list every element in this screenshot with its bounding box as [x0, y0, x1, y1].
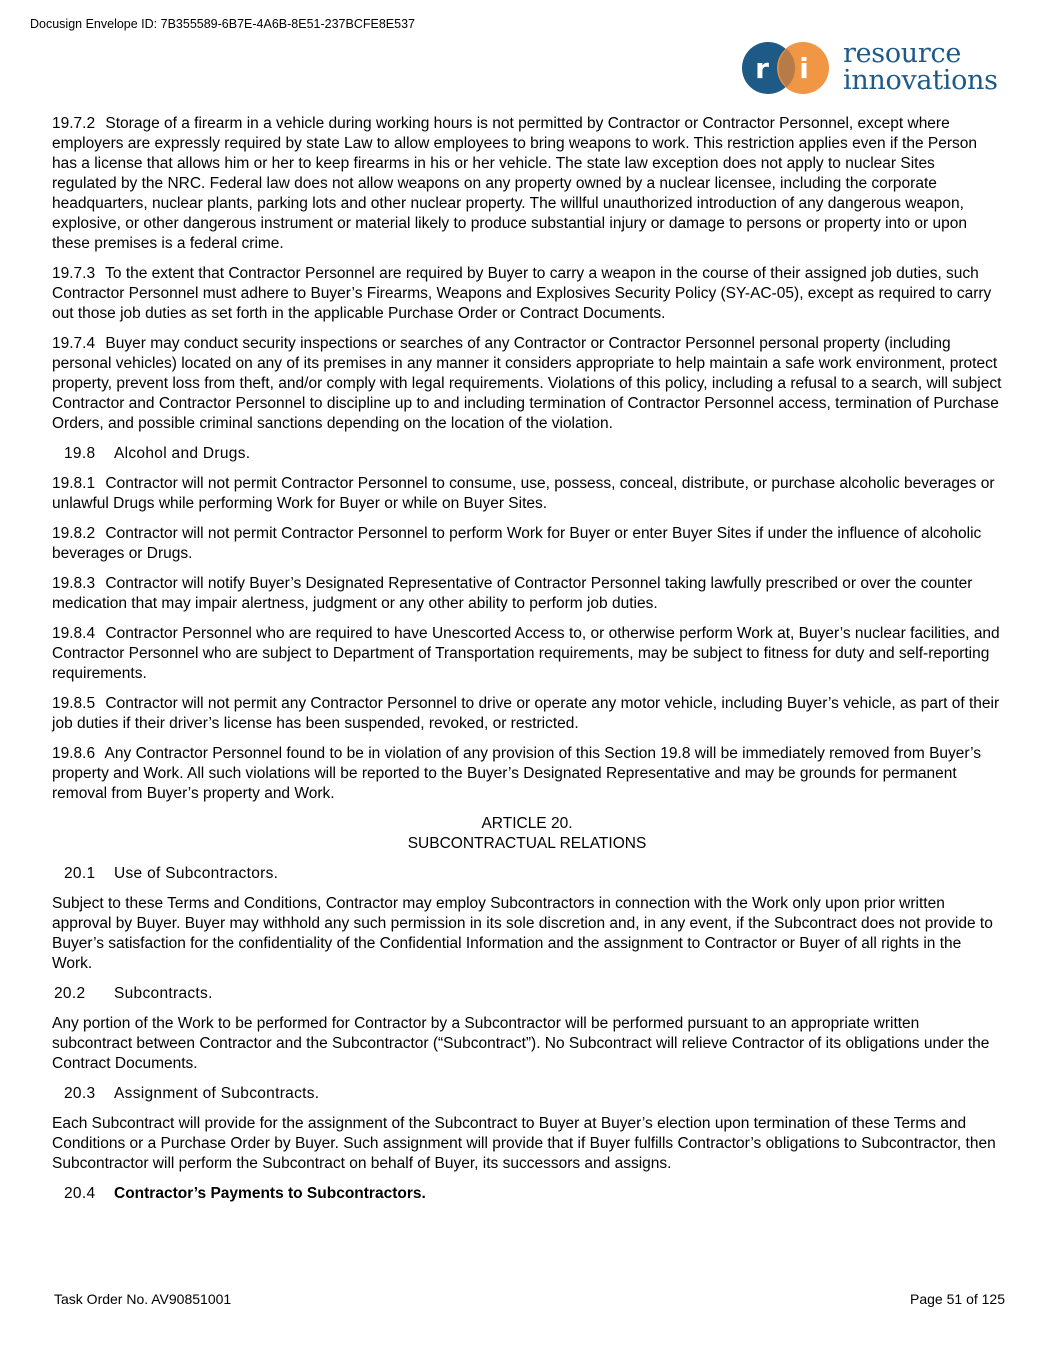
heading-19-8: [64, 444, 1002, 464]
footer-page-number: Page 51 of 125: [910, 1291, 1005, 1307]
article-title: [52, 814, 1002, 854]
company-logo: [740, 40, 1015, 96]
logo-text: [843, 40, 998, 94]
footer-task-order: Task Order No. AV90851001: [54, 1291, 232, 1307]
paragraph-19-8-1: [52, 474, 1002, 514]
paragraph-19-8-5: [52, 694, 1002, 734]
paragraph-19-8-3: [52, 574, 1002, 614]
paragraph-number: 19.7.2: [52, 115, 96, 132]
paragraph-text: Contractor will not permit Contractor Personnel to perform Work for Buyer or enter Buyer Sites if under the influence of alcoholic beverages or Drugs.: [52, 525, 982, 562]
paragraph-text: Contractor will not permit Contractor Personnel to consume, use, possess, conceal, distribute, or purchase alcoholic beverages or unlawful Drugs while performing Work for Buyer or while on Buyer Sites.: [52, 475, 995, 512]
paragraph-19-8-2: [52, 524, 1002, 564]
paragraph-20-1: Subject to these Terms and Conditions, Contractor may employ Subcontractors in connection with the Work only upon prior written approval by Buyer. Buyer may withhold any such permission in its sole discretion and, in any event, if the Subcontract does not provide to Buyer’s satisfaction for the confidentiality of the Confidential Information and the assignment to Contractor or Buyer of all rights in the Work.: [52, 895, 993, 972]
document-body: [52, 114, 1002, 1214]
paragraph-19-7-4: [52, 334, 1002, 434]
article-name: SUBCONTRACTUAL RELATIONS: [407, 835, 647, 852]
heading-20-3: [64, 1084, 1002, 1104]
paragraph-text: Contractor Personnel who are required to have Unescorted Access to, or otherwise perform Work at, Buyer’s nuclear facilities, and Contractor Personnel who are subject to Department of Transportation requirements, may be subject to fitness for duty and self-reporting requirements.: [52, 625, 1000, 682]
paragraph-text: Buyer may conduct security inspections or searches of any Contractor or Contractor Personnel personal property (including personal vehicles) located on any of its premises in any manner it considers appropriate to help maintain a safe work environment, protect property, prevent loss from theft, and/or comply with legal requirements. Violations of this policy, including a refusal to a search, will subject Contractor and Contractor Personnel to discipline up to and including termination of Contractor Personnel access, termination of Purchase Orders, and possible criminal sanctions depending on the location of the violation.: [52, 335, 1002, 432]
paragraph-number: 19.7.3: [52, 265, 96, 282]
heading-20-2: [54, 984, 1002, 1004]
paragraph-number: 19.7.4: [52, 335, 96, 352]
envelope-id: Docusign Envelope ID: 7B355589-6B7E-4A6B-8E51-237BCFE8E537: [30, 17, 415, 31]
paragraph-20-3: Each Subcontract will provide for the assignment of the Subcontract to Buyer at Buyer’s election upon termination of these Terms and Conditions or a Purchase Order by Buyer. Such assignment will provide that if Buyer fulfills Contractor’s obligations to Subcontractor, then Subcontractor will perform the Subcontract on behalf of Buyer, its successors and assigns.: [52, 1115, 996, 1172]
svg-text:r: r: [755, 52, 769, 85]
heading-title: Subcontracts.: [114, 985, 213, 1002]
heading-20-1: [64, 864, 1002, 884]
paragraph-text: To the extent that Contractor Personnel are required by Buyer to carry a weapon in the course of their assigned job duties, such Contractor Personnel must adhere to Buyer’s Firearms, Weapons and Explosives Security Policy (SY-AC-05), except as required to carry out those job duties as set forth in the applicable Purchase Order or Contract Documents.: [52, 265, 992, 322]
heading-20-4: [64, 1184, 1002, 1204]
paragraph-text: Contractor will notify Buyer’s Designated Representative of Contractor Personnel taking lawfully prescribed or over the counter medication that may impair alertness, judgment or any other ability to perform job duties.: [52, 575, 973, 612]
heading-number: 20.1: [64, 865, 96, 882]
article-number: ARTICLE 20.: [481, 815, 573, 832]
paragraph-text: Storage of a firearm in a vehicle during working hours is not permitted by Contractor or Contractor Personnel, except where employers are expressly required by state Law to allow employees to bring weapons to work. This restriction applies even if the Person has a license that allows him or her to keep firearms in his or her vehicle. The state law exception does not apply to nuclear Sites regulated by the NRC. Federal law does not allow weapons on any property owned by a nuclear licensee, including the corporate headquarters, nuclear plants, parking lots and other nuclear property. The willful unauthorized introduction of any dangerous weapon, explosive, or other dangerous instrument or material likely to produce substantial injury or damage to persons or property into or upon these premises is a federal crime.: [52, 115, 978, 252]
heading-number: 20.3: [64, 1085, 96, 1102]
heading-title: Use of Subcontractors.: [114, 865, 279, 882]
paragraph-text: Contractor will not permit any Contractor Personnel to drive or operate any motor vehicle, including Buyer’s vehicle, as part of their job duties if their driver’s license has been suspended, revoked, or restricted.: [52, 695, 1000, 732]
paragraph-20-2: Any portion of the Work to be performed for Contractor by a Subcontractor will be performed pursuant to an appropriate written subcontract between Contractor and the Subcontractor (“Subcontract”). No Subcontract will relieve Contractor of its obligations under the Contract Documents.: [52, 1015, 990, 1072]
heading-number: 20.4: [64, 1185, 96, 1202]
heading-title: Assignment of Subcontracts.: [114, 1085, 320, 1102]
paragraph-number: 19.8.3: [52, 575, 96, 592]
paragraph-19-7-2: [52, 114, 1002, 254]
heading-number: 20.2: [54, 985, 86, 1002]
paragraph-number: 19.8.5: [52, 695, 96, 712]
paragraph-19-7-3: [52, 264, 1002, 324]
paragraph-number: 19.8.1: [52, 475, 96, 492]
logo-line-1: resource: [843, 38, 961, 69]
svg-text:i: i: [799, 52, 809, 85]
paragraph-19-8-4: [52, 624, 1002, 684]
paragraph-19-8-6: [52, 744, 1002, 804]
paragraph-number: 19.8.2: [52, 525, 96, 542]
paragraph-number: 19.8.6: [52, 745, 96, 762]
logo-mark-icon: [740, 40, 840, 96]
heading-title: Contractor’s Payments to Subcontractors.: [114, 1185, 426, 1202]
heading-number: 19.8: [64, 445, 96, 462]
logo-line-2: innovations: [843, 65, 998, 96]
paragraph-text: Any Contractor Personnel found to be in violation of any provision of this Section 19.8 will be immediately removed from Buyer’s property and Work. All such violations will be reported to the Buyer’s Designated Representative and may be grounds for permanent removal from Buyer’s property and Work.: [52, 745, 982, 802]
paragraph-number: 19.8.4: [52, 625, 96, 642]
heading-title: Alcohol and Drugs.: [114, 445, 251, 462]
